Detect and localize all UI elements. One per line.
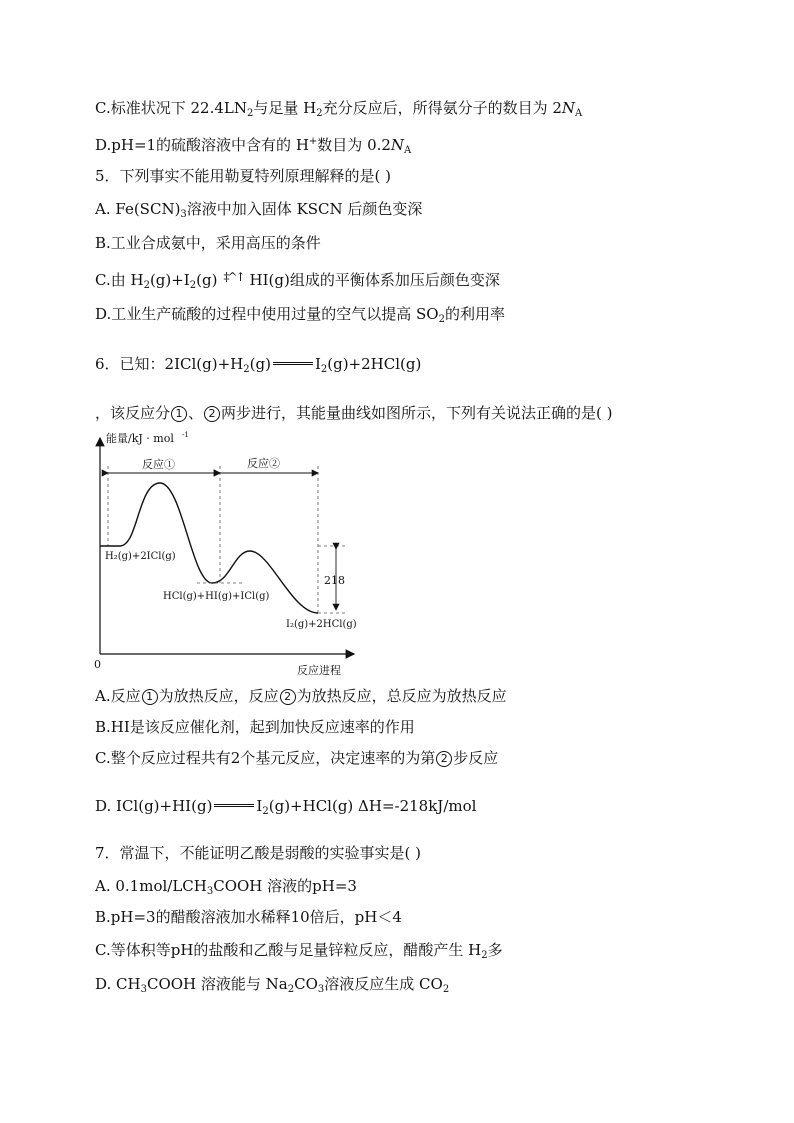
stage1-label: 反应①	[142, 458, 175, 471]
intermediate-label: HCl(g)+HI(g)+ICl(g)	[163, 591, 270, 602]
delta-label: 218	[324, 574, 345, 587]
stage2-label: 反应②	[247, 457, 280, 470]
q4-option-d: D.pH=1的硫酸溶液中含有的 H+数目为 $0.2N_A$	[95, 136, 412, 156]
q6-option-b: B.HI是该反应催化剂，起到加快反应速率的作用	[95, 718, 415, 736]
q7-option-c: C.等体积等pH的盐酸和乙酸与足量锌粒反应，醋酸产生 $H_2$多	[95, 941, 503, 961]
q7-option-d: D. $CH_3COOH$ 溶液能与 $Na_2CO_3$溶液反应生成 $CO_2$	[95, 975, 450, 995]
equilibrium-arrow-icon: ‡^↑	[223, 270, 244, 284]
q7-option-b: B.pH=3的醋酸溶液加水稀释10倍后，pH＜4	[95, 908, 402, 926]
reactants-label: H₂(g)+2ICl(g)	[105, 551, 176, 562]
q6-stem: 6．已知：$2ICl(g)+H_2(g)$ $I_2(g)+2HCl(g)$	[95, 355, 422, 375]
q5-option-a: A. $Fe(SCN)_3$溶液中加入固体 KSCN 后颜色变深	[95, 200, 423, 220]
q6-option-c: C.整个反应过程共有2个基元反应，决定速率的为第 2 步反应	[95, 749, 499, 767]
q5-option-d: D.工业生产硫酸的过程中使用过量的空气以提高 $SO_2$的利用率	[95, 305, 505, 325]
q6-option-d: D. ICl(g)+HI(g) $I_2(g)+HCl(g)$ ΔH=-218kJ/mol	[95, 797, 477, 817]
reaction-equals-icon	[273, 362, 313, 365]
reaction-equals-icon	[214, 804, 254, 807]
q6-option-a: A.反应 1 为放热反应，反应 2 为放热反应，总反应为放热反应	[95, 687, 507, 705]
q7-option-a: A. $0.1mol/LCH_3COOH$ 溶液的pH=3	[95, 877, 357, 897]
q6-intro: ，该反应分 1 、 2 两步进行，其能量曲线如图所示，下列有关说法正确的是( )	[95, 404, 613, 422]
q5-stem: 5．下列事实不能用勒夏特列原理解释的是( )	[95, 167, 392, 185]
energy-diagram	[92, 428, 362, 678]
y-axis-label: 能量/kJ · mol	[106, 432, 174, 445]
q7-stem: 7．常温下，不能证明乙酸是弱酸的实验事实是( )	[95, 844, 422, 862]
x-axis-label: 反应进程	[297, 664, 341, 677]
products-label: I₂(g)+2HCl(g)	[286, 619, 357, 630]
q4-option-c: C.标准状况下 $22.4LN_2$与足量 $H_2$充分反应后，所得氨分子的数目为 $2N_A$	[95, 99, 583, 119]
origin-label: 0	[94, 658, 101, 671]
q5-option-b: B.工业合成氨中，采用高压的条件	[95, 234, 321, 252]
y-axis-label-sup: -1	[182, 431, 189, 439]
q5-option-c: C.由 $H_2(g)+I_2(g)$ ‡^↑ HI(g)组成的平衡体系加压后颜色变深	[95, 267, 500, 296]
